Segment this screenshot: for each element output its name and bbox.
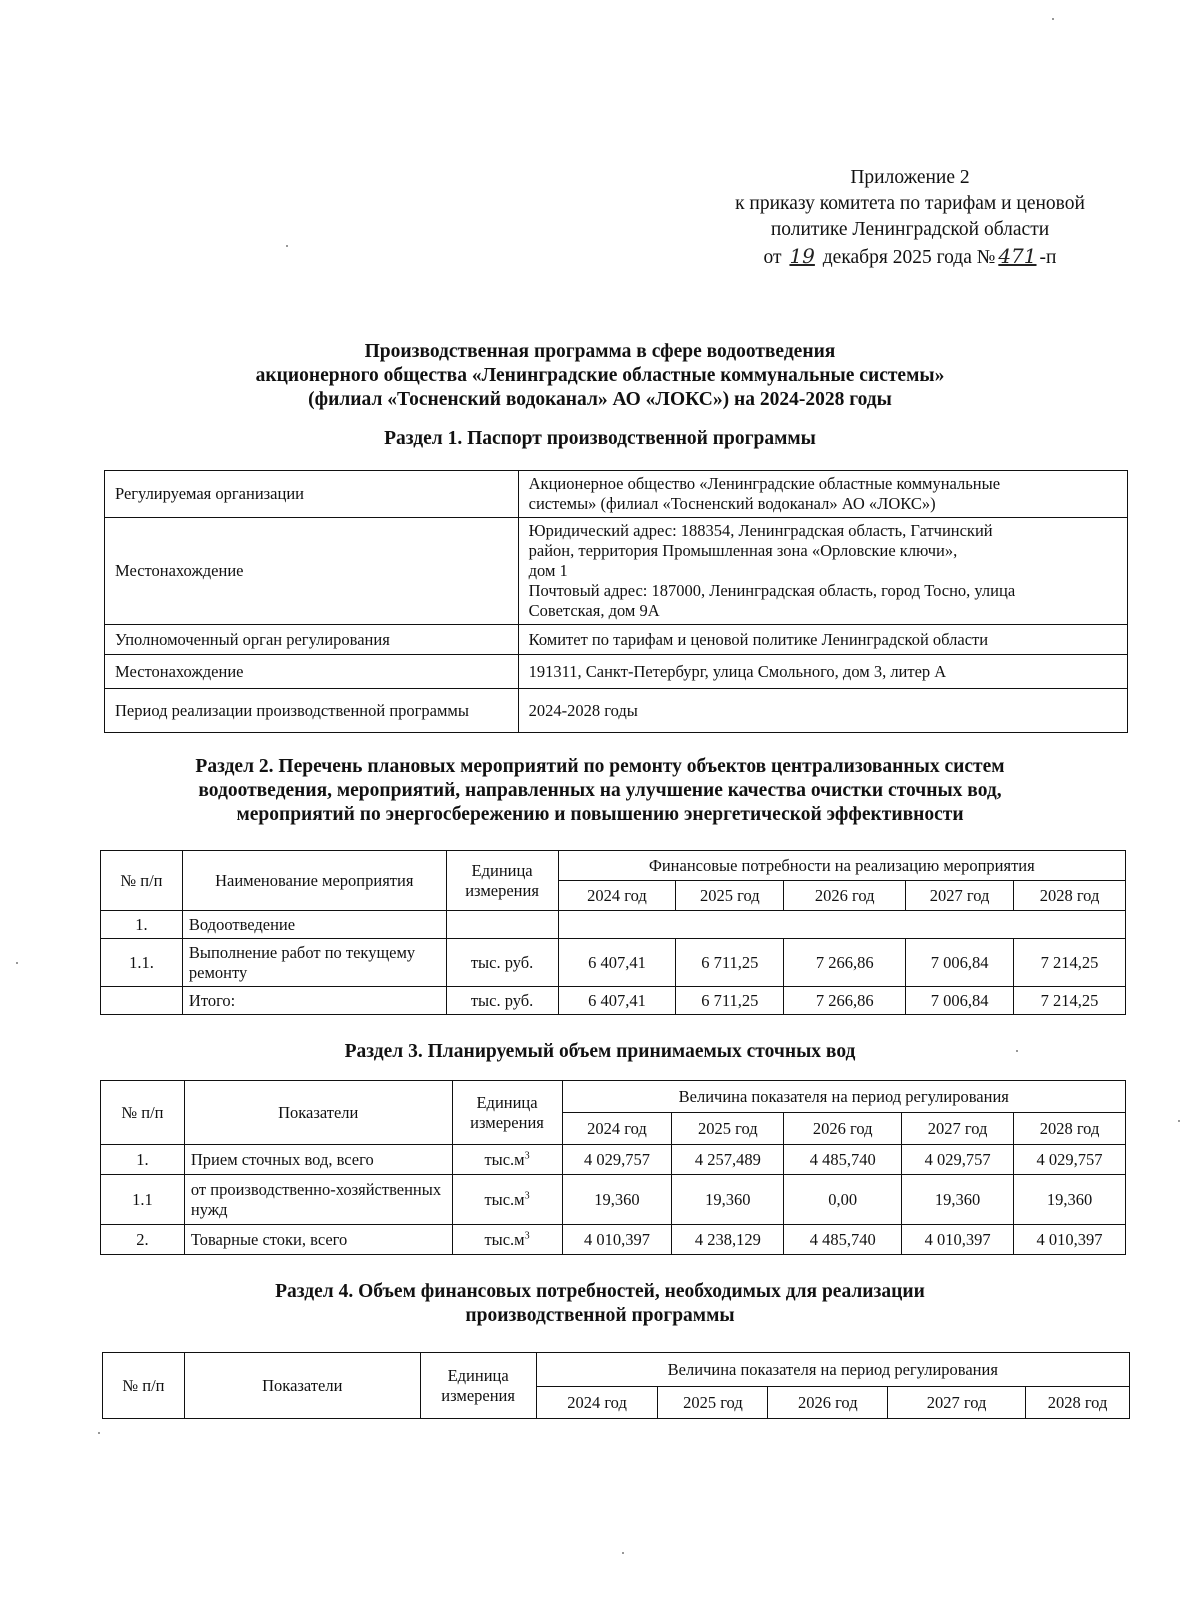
passport-label: Местонахождение: [105, 655, 519, 689]
cell-value: 4 238,129: [672, 1225, 784, 1255]
header-year: 2026 год: [784, 1113, 902, 1145]
unit-base: тыс.м: [484, 1189, 525, 1209]
header-year: 2024 год: [536, 1387, 658, 1419]
row-unit: [452, 1225, 562, 1255]
cell-value: 7 006,84: [906, 987, 1014, 1015]
cell-value: 7 214,25: [1014, 987, 1126, 1015]
passport-label: Регулируемая организации: [105, 471, 519, 518]
cell-value: 7 006,84: [906, 939, 1014, 987]
header-year: 2028 год: [1014, 1113, 1126, 1145]
table-header-row: [101, 851, 1126, 881]
cell-value: 4 029,757: [902, 1145, 1014, 1175]
row-num: 1.1: [101, 1175, 185, 1225]
header-year: 2026 год: [784, 881, 906, 911]
cell-value: 6 711,25: [676, 987, 784, 1015]
table-row: [105, 471, 1128, 518]
passport-value: 191311, Санкт-Петербург, улица Смольного, дом 3, литер А: [518, 655, 1127, 689]
unit-exponent: 3: [524, 1190, 530, 1201]
title-line-2: акционерного общества «Ленинградские областные коммунальные системы»: [255, 365, 945, 386]
table-row: [105, 518, 1128, 625]
section4-title: [150, 1280, 1050, 1328]
header-unit: Единица измерения: [446, 851, 558, 911]
scan-speck: [1016, 1050, 1018, 1052]
date-middle: декабря 2025 года №: [822, 247, 996, 268]
title-line-1: Производственная программа в сфере водоотведения: [364, 341, 836, 362]
header-year: 2026 год: [768, 1387, 888, 1419]
row-num: 2.: [101, 1225, 185, 1255]
cell-value: 4 485,740: [784, 1145, 902, 1175]
row-unit: тыс. руб.: [446, 987, 558, 1015]
title-line-3: (филиал «Тосненский водоканал» АО «ЛОКС») на 2024-2028 годы: [308, 389, 892, 410]
cell-value: 0,00: [784, 1175, 902, 1225]
passport-label: Местонахождение: [105, 518, 519, 625]
table-row: [101, 1225, 1126, 1255]
table-header-row: [101, 1081, 1126, 1113]
passport-table: [104, 470, 1128, 733]
header-name: Показатели: [184, 1353, 420, 1419]
header-year: 2027 год: [888, 1387, 1026, 1419]
header-year: 2027 год: [906, 881, 1014, 911]
section1-title: [200, 427, 1000, 451]
cell-value: 7 214,25: [1014, 939, 1126, 987]
table-row: [105, 655, 1128, 689]
header-unit: Единица измерения: [452, 1081, 562, 1145]
passport-value: Комитет по тарифам и ценовой политике Ленинградской области: [518, 625, 1127, 655]
date-prefix: от: [763, 247, 782, 268]
scan-speck: [98, 1432, 100, 1434]
row-name: Прием сточных вод, всего: [184, 1145, 452, 1175]
row-unit: [452, 1175, 562, 1225]
cell-value: 4 029,757: [562, 1145, 672, 1175]
cell-value: 4 010,397: [1014, 1225, 1126, 1255]
header-year: 2028 год: [1026, 1387, 1130, 1419]
passport-value: Юридический адрес: 188354, Ленинградская область, Гатчинский район, территория Промышленная зона «Орловские ключи», дом 1 Почтовый адрес: 187000, Ленинградская область, город Тосно, улица Советская, дом 9А: [518, 518, 1127, 625]
cell-value: 4 010,397: [562, 1225, 672, 1255]
cell-value: 19,360: [902, 1175, 1014, 1225]
scan-speck: [286, 245, 288, 247]
handwritten-order-number: 471: [998, 244, 1037, 268]
section2-title-line-1: Раздел 2. Перечень плановых мероприятий по ремонту объектов централизованных систем: [195, 756, 1005, 777]
cell-value: 19,360: [672, 1175, 784, 1225]
unit-exponent: 3: [524, 1150, 530, 1161]
scan-speck: [1178, 1120, 1180, 1122]
appendix-line-2: к приказу комитета по тарифам и ценовой: [735, 193, 1085, 214]
table-row: [101, 1145, 1126, 1175]
section4-title-line-1: Раздел 4. Объем финансовых потребностей, необходимых для реализации: [275, 1281, 925, 1302]
cell-value: 19,360: [1014, 1175, 1126, 1225]
row-num: 1.: [101, 911, 183, 939]
financial-needs-table: [102, 1352, 1130, 1419]
section2-title: [100, 755, 1100, 827]
wastewater-volume-table: [100, 1080, 1126, 1255]
row-unit: [452, 1145, 562, 1175]
header-year: 2025 год: [658, 1387, 768, 1419]
row-unit: [446, 911, 558, 939]
header-year: 2028 год: [1014, 881, 1126, 911]
row-name: Выполнение работ по текущему ремонту: [182, 939, 446, 987]
section4-title-line-2: производственной программы: [465, 1305, 735, 1326]
row-name: Водоотведение: [182, 911, 446, 939]
cell-value: 7 266,86: [784, 939, 906, 987]
cell-value: 19,360: [562, 1175, 672, 1225]
unit-base: тыс.м: [484, 1229, 525, 1249]
table-row: [101, 987, 1126, 1015]
appendix-title: Приложение 2: [850, 167, 970, 188]
section3-title-text: Раздел 3. Планируемый объем принимаемых сточных вод: [344, 1041, 856, 1062]
header-year: 2025 год: [672, 1113, 784, 1145]
cell-value: 4 257,489: [672, 1145, 784, 1175]
appendix-date-line: [690, 243, 1130, 271]
scan-speck: [622, 1552, 624, 1554]
cell-value: 6 407,41: [558, 987, 676, 1015]
repair-measures-table: [100, 850, 1126, 1015]
cell-value: 7 266,86: [784, 987, 906, 1015]
table-row: [101, 939, 1126, 987]
header-num: № п/п: [101, 851, 183, 911]
row-name: от производственно-хозяйственных нужд: [184, 1175, 452, 1225]
table-row: [105, 689, 1128, 733]
table-row: [105, 625, 1128, 655]
section2-title-line-3: мероприятий по энергосбережению и повышению энергетической эффективности: [236, 804, 964, 825]
header-indicator-value: Величина показателя на период регулирования: [562, 1081, 1126, 1113]
header-num: № п/п: [101, 1081, 185, 1145]
row-unit: тыс. руб.: [446, 939, 558, 987]
table-header-row: [103, 1353, 1130, 1387]
cell-value: 4 485,740: [784, 1225, 902, 1255]
cell-value: 6 407,41: [558, 939, 676, 987]
passport-value: 2024-2028 годы: [518, 689, 1127, 733]
row-num: 1.1.: [101, 939, 183, 987]
header-unit: Единица измерения: [420, 1353, 536, 1419]
section2-title-line-2: водоотведения, мероприятий, направленных на улучшение качества очистки сточных вод,: [198, 780, 1002, 801]
scan-speck: [1052, 18, 1054, 20]
row-name: Товарные стоки, всего: [184, 1225, 452, 1255]
passport-value: Акционерное общество «Ленинградские областные коммунальные системы» (филиал «Тосненский водоканал» АО «ЛОКС»): [518, 471, 1127, 518]
header-name: Показатели: [184, 1081, 452, 1145]
document-title: [130, 340, 1070, 412]
passport-label: Уполномоченный орган регулирования: [105, 625, 519, 655]
header-indicator-value: Величина показателя на период регулирования: [536, 1353, 1129, 1387]
handwritten-day: 19: [789, 244, 815, 268]
scan-speck: [16, 962, 18, 964]
section1-title-text: Раздел 1. Паспорт производственной программы: [384, 428, 816, 449]
row-name: Итого:: [182, 987, 446, 1015]
cell-value: 4 010,397: [902, 1225, 1014, 1255]
header-num: № п/п: [103, 1353, 185, 1419]
header-financial-needs: Финансовые потребности на реализацию мероприятия: [558, 851, 1125, 881]
header-year: 2025 год: [676, 881, 784, 911]
appendix-header: [690, 165, 1130, 271]
header-year: 2024 год: [558, 881, 676, 911]
header-name: Наименование мероприятия: [182, 851, 446, 911]
header-year: 2024 год: [562, 1113, 672, 1145]
cell-value: 4 029,757: [1014, 1145, 1126, 1175]
table-row: [101, 911, 1126, 939]
cell-value: 6 711,25: [676, 939, 784, 987]
section3-title: [200, 1040, 1000, 1064]
row-empty-values: [558, 911, 1125, 939]
table-row: [101, 1175, 1126, 1225]
unit-exponent: 3: [524, 1230, 530, 1241]
row-num: 1.: [101, 1145, 185, 1175]
passport-label: Период реализации производственной программы: [105, 689, 519, 733]
order-number-suffix: -п: [1039, 247, 1057, 268]
row-num: [101, 987, 183, 1015]
unit-base: тыс.м: [484, 1149, 525, 1169]
header-year: 2027 год: [902, 1113, 1014, 1145]
appendix-line-3: политике Ленинградской области: [770, 219, 1050, 240]
